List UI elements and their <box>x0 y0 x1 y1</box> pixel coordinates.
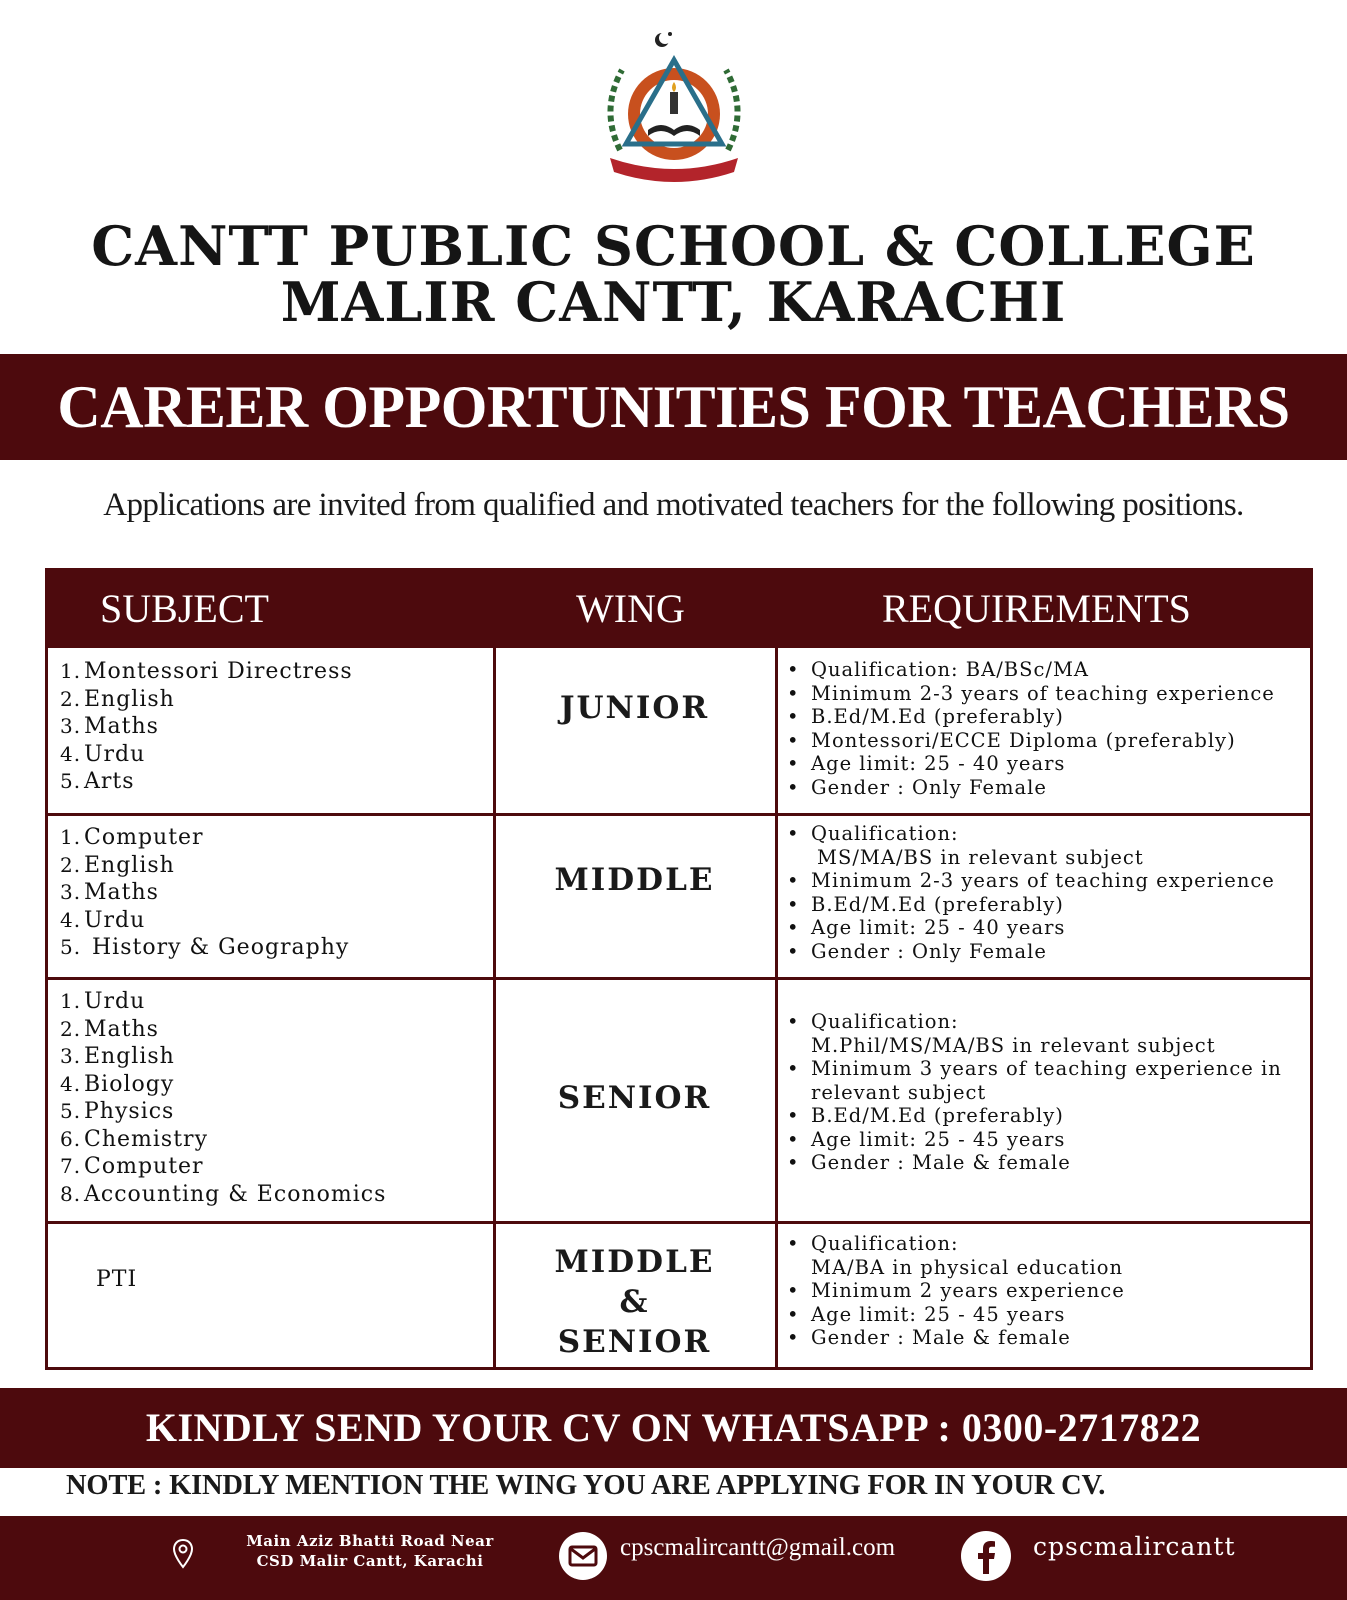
intro-text: Applications are invited from qualified and motivated teachers for the following positions. <box>103 487 1244 523</box>
requirements-list: • Qualification: M.Phil/MS/MA/BS in relevant subject • Minimum 3 years of teaching experience in relevant subject • B.Ed/M.Ed (preferably) • Age limit: 25 - 45 years • Gender : Male & female <box>783 1010 1282 1175</box>
header-subject: SUBJECT <box>100 586 269 631</box>
career-banner: CAREER OPPORTUNITIES FOR TEACHERS <box>0 354 1347 460</box>
wing-label: SENIOR <box>557 1080 712 1116</box>
table-header <box>48 571 1310 645</box>
wing-label: MIDDLE <box>554 862 715 898</box>
facebook-handle[interactable]: cpscmalircantt <box>1033 1532 1236 1561</box>
header-wing: WING <box>576 586 685 631</box>
address: Main Aziz Bhatti Road Near CSD Malir Cantt, Karachi <box>246 1532 494 1570</box>
wing-label: JUNIOR <box>559 690 710 726</box>
requirements-list: • Qualification: MA/BA in physical education • Minimum 2 years experience • Age limit: 25 - 45 years • Gender : Male & female <box>783 1232 1125 1350</box>
requirements-list: • Qualification: MS/MA/BS in relevant subject • Minimum 2-3 years of teaching experience • B.Ed/M.Ed (preferably) • Age limit: 25 - 40 years • Gender : Only Female <box>783 822 1275 963</box>
subject-list: 1. Computer 2. English 3. Maths 4. Urdu 5. History & Geography <box>60 825 350 960</box>
cv-whatsapp-banner: KINDLY SEND YOUR CV ON WHATSAPP : 0300-2717822 <box>0 1388 1347 1468</box>
note-text: NOTE : KINDLY MENTION THE WING YOU ARE APPLYING FOR IN YOUR CV. <box>66 1470 1106 1501</box>
location-pin-icon <box>172 1538 194 1570</box>
school-logo <box>600 30 748 190</box>
table-row <box>48 813 1310 977</box>
header-requirements: REQUIREMENTS <box>882 586 1191 631</box>
requirements-list: • Qualification: BA/BSc/MA • Minimum 2-3 years of teaching experience • B.Ed/M.Ed (preferably) • Montessori/ECCE Diploma (preferably) • Age limit: 25 - 40 years • Gender : Only Female <box>783 658 1275 799</box>
subject-list: PTI <box>96 1267 138 1292</box>
school-location: MALIR CANTT, KARACHI <box>280 270 1067 334</box>
positions-table <box>45 568 1313 1370</box>
column-divider <box>775 645 778 1367</box>
subject-list: 1. Montessori Directress 2. English 3. Maths 4. Urdu 5. Arts <box>60 659 353 794</box>
footer <box>0 1516 1347 1600</box>
subject-list: 1. Urdu 2. Maths 3. English 4. Biology 5. Physics 6. Chemistry 7. Computer 8. Accounting & Economics <box>60 989 387 1207</box>
column-divider <box>493 645 496 1367</box>
email-link[interactable]: cpscmalircantt@gmail.com <box>620 1534 896 1561</box>
facebook-icon <box>960 1530 1012 1582</box>
envelope-icon <box>558 1531 608 1581</box>
table-row <box>48 645 1310 813</box>
school-name: CANTT PUBLIC SCHOOL & COLLEGE <box>91 214 1256 278</box>
table-row <box>48 1221 1310 1367</box>
table-row <box>48 977 1310 1221</box>
wing-label: MIDDLE & SENIOR <box>554 1244 715 1360</box>
